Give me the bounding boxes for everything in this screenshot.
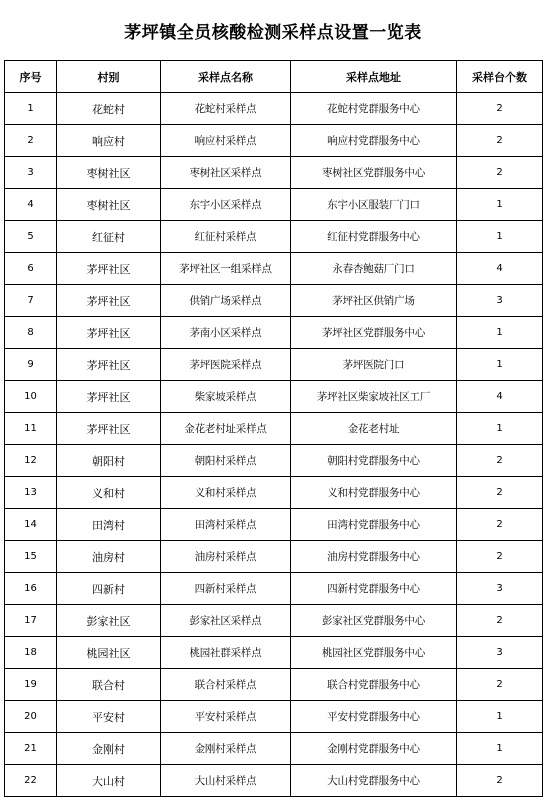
cell-index: 6 [5, 253, 57, 285]
cell-station-count: 1 [457, 221, 543, 253]
cell-village: 田湾村 [57, 509, 161, 541]
cell-site-name: 枣树社区采样点 [161, 157, 291, 189]
cell-station-count: 1 [457, 349, 543, 381]
cell-village: 响应村 [57, 125, 161, 157]
cell-station-count: 3 [457, 637, 543, 669]
table-row [5, 157, 543, 189]
cell-site-name: 茅坪社区一组采样点 [161, 253, 291, 285]
table-row [5, 285, 543, 317]
table-body [5, 93, 543, 797]
cell-site-name: 朝阳村采样点 [161, 445, 291, 477]
cell-site-address: 四新村党群服务中心 [291, 573, 457, 605]
table-row [5, 509, 543, 541]
cell-site-address: 枣树社区党群服务中心 [291, 157, 457, 189]
cell-site-address: 金花老村址 [291, 413, 457, 445]
cell-site-address: 茅坪社区柴家坡社区工厂 [291, 381, 457, 413]
cell-village: 油房村 [57, 541, 161, 573]
cell-site-address: 响应村党群服务中心 [291, 125, 457, 157]
cell-index: 5 [5, 221, 57, 253]
cell-site-address: 平安村党群服务中心 [291, 701, 457, 733]
table-row [5, 125, 543, 157]
table-row [5, 541, 543, 573]
cell-index: 9 [5, 349, 57, 381]
cell-site-name: 桃园社群采样点 [161, 637, 291, 669]
cell-village: 四新村 [57, 573, 161, 605]
cell-village: 红征村 [57, 221, 161, 253]
cell-index: 8 [5, 317, 57, 349]
cell-site-address: 朝阳村党群服务中心 [291, 445, 457, 477]
cell-index: 11 [5, 413, 57, 445]
cell-index: 14 [5, 509, 57, 541]
cell-index: 12 [5, 445, 57, 477]
cell-station-count: 3 [457, 573, 543, 605]
table-header-row [5, 61, 543, 93]
table-row [5, 733, 543, 765]
cell-station-count: 2 [457, 669, 543, 701]
cell-site-name: 联合村采样点 [161, 669, 291, 701]
cell-village: 茅坪社区 [57, 317, 161, 349]
cell-site-address: 红征村党群服务中心 [291, 221, 457, 253]
cell-village: 茅坪社区 [57, 381, 161, 413]
cell-site-address: 油房村党群服务中心 [291, 541, 457, 573]
cell-index: 21 [5, 733, 57, 765]
cell-station-count: 2 [457, 157, 543, 189]
cell-station-count: 2 [457, 93, 543, 125]
cell-site-address: 花蛇村党群服务中心 [291, 93, 457, 125]
table-row [5, 637, 543, 669]
cell-site-address: 茅坪医院门口 [291, 349, 457, 381]
column-header-site-name: 采样点名称 [161, 61, 291, 93]
cell-site-address: 东宇小区服装厂门口 [291, 189, 457, 221]
cell-village: 茅坪社区 [57, 413, 161, 445]
cell-station-count: 1 [457, 413, 543, 445]
cell-station-count: 1 [457, 733, 543, 765]
cell-index: 3 [5, 157, 57, 189]
table-row [5, 221, 543, 253]
cell-station-count: 2 [457, 509, 543, 541]
cell-station-count: 4 [457, 381, 543, 413]
cell-index: 18 [5, 637, 57, 669]
table-row [5, 669, 543, 701]
cell-village: 联合村 [57, 669, 161, 701]
table-row [5, 445, 543, 477]
cell-index: 4 [5, 189, 57, 221]
cell-index: 1 [5, 93, 57, 125]
cell-station-count: 1 [457, 189, 543, 221]
cell-station-count: 2 [457, 445, 543, 477]
cell-site-address: 彭家社区党群服务中心 [291, 605, 457, 637]
cell-village: 彭家社区 [57, 605, 161, 637]
table-row [5, 573, 543, 605]
cell-index: 15 [5, 541, 57, 573]
column-header-station-count: 采样台个数 [457, 61, 543, 93]
cell-site-name: 柴家坡采样点 [161, 381, 291, 413]
cell-station-count: 2 [457, 765, 543, 797]
cell-village: 大山村 [57, 765, 161, 797]
cell-index: 13 [5, 477, 57, 509]
cell-station-count: 2 [457, 125, 543, 157]
cell-site-name: 彭家社区采样点 [161, 605, 291, 637]
cell-site-address: 永春杏鲍菇厂门口 [291, 253, 457, 285]
cell-station-count: 2 [457, 477, 543, 509]
cell-village: 茅坪社区 [57, 285, 161, 317]
cell-village: 朝阳村 [57, 445, 161, 477]
cell-village: 桃园社区 [57, 637, 161, 669]
table-row [5, 381, 543, 413]
table-row [5, 349, 543, 381]
cell-site-name: 义和村采样点 [161, 477, 291, 509]
cell-index: 7 [5, 285, 57, 317]
cell-site-name: 红征村采样点 [161, 221, 291, 253]
cell-station-count: 2 [457, 605, 543, 637]
cell-village: 茅坪社区 [57, 253, 161, 285]
cell-site-name: 油房村采样点 [161, 541, 291, 573]
cell-site-address: 茅坪社区党群服务中心 [291, 317, 457, 349]
sampling-sites-table [4, 60, 543, 797]
cell-index: 19 [5, 669, 57, 701]
cell-village: 茅坪社区 [57, 349, 161, 381]
cell-site-name: 茅坪医院采样点 [161, 349, 291, 381]
column-header-village: 村别 [57, 61, 161, 93]
table-row [5, 413, 543, 445]
cell-index: 2 [5, 125, 57, 157]
cell-site-name: 金刚村采样点 [161, 733, 291, 765]
cell-site-name: 金花老村址采样点 [161, 413, 291, 445]
cell-index: 22 [5, 765, 57, 797]
cell-site-address: 大山村党群服务中心 [291, 765, 457, 797]
cell-site-name: 东宇小区采样点 [161, 189, 291, 221]
cell-site-address: 义和村党群服务中心 [291, 477, 457, 509]
table-row [5, 253, 543, 285]
cell-site-name: 茅南小区采样点 [161, 317, 291, 349]
cell-station-count: 2 [457, 541, 543, 573]
cell-index: 20 [5, 701, 57, 733]
cell-site-name: 供销广场采样点 [161, 285, 291, 317]
cell-site-name: 花蛇村采样点 [161, 93, 291, 125]
cell-index: 16 [5, 573, 57, 605]
cell-site-address: 联合村党群服务中心 [291, 669, 457, 701]
cell-village: 平安村 [57, 701, 161, 733]
cell-village: 花蛇村 [57, 93, 161, 125]
cell-index: 10 [5, 381, 57, 413]
table-row [5, 605, 543, 637]
cell-village: 枣树社区 [57, 157, 161, 189]
cell-village: 义和村 [57, 477, 161, 509]
cell-station-count: 4 [457, 253, 543, 285]
cell-site-address: 茅坪社区供销广场 [291, 285, 457, 317]
cell-site-name: 大山村采样点 [161, 765, 291, 797]
page-title: 茅坪镇全员核酸检测采样点设置一览表 [124, 23, 422, 43]
cell-site-name: 平安村采样点 [161, 701, 291, 733]
cell-station-count: 3 [457, 285, 543, 317]
cell-site-name: 响应村采样点 [161, 125, 291, 157]
table-row [5, 317, 543, 349]
cell-site-name: 四新村采样点 [161, 573, 291, 605]
cell-index: 17 [5, 605, 57, 637]
column-header-site-address: 采样点地址 [291, 61, 457, 93]
cell-station-count: 1 [457, 317, 543, 349]
table-row [5, 701, 543, 733]
table-row [5, 189, 543, 221]
cell-village: 金刚村 [57, 733, 161, 765]
cell-station-count: 1 [457, 701, 543, 733]
table-row [5, 93, 543, 125]
cell-site-address: 田湾村党群服务中心 [291, 509, 457, 541]
cell-site-address: 金刚村党群服务中心 [291, 733, 457, 765]
table-row [5, 477, 543, 509]
table-row [5, 765, 543, 797]
cell-site-address: 桃园社区党群服务中心 [291, 637, 457, 669]
cell-site-name: 田湾村采样点 [161, 509, 291, 541]
cell-village: 枣树社区 [57, 189, 161, 221]
column-header-index: 序号 [5, 61, 57, 93]
